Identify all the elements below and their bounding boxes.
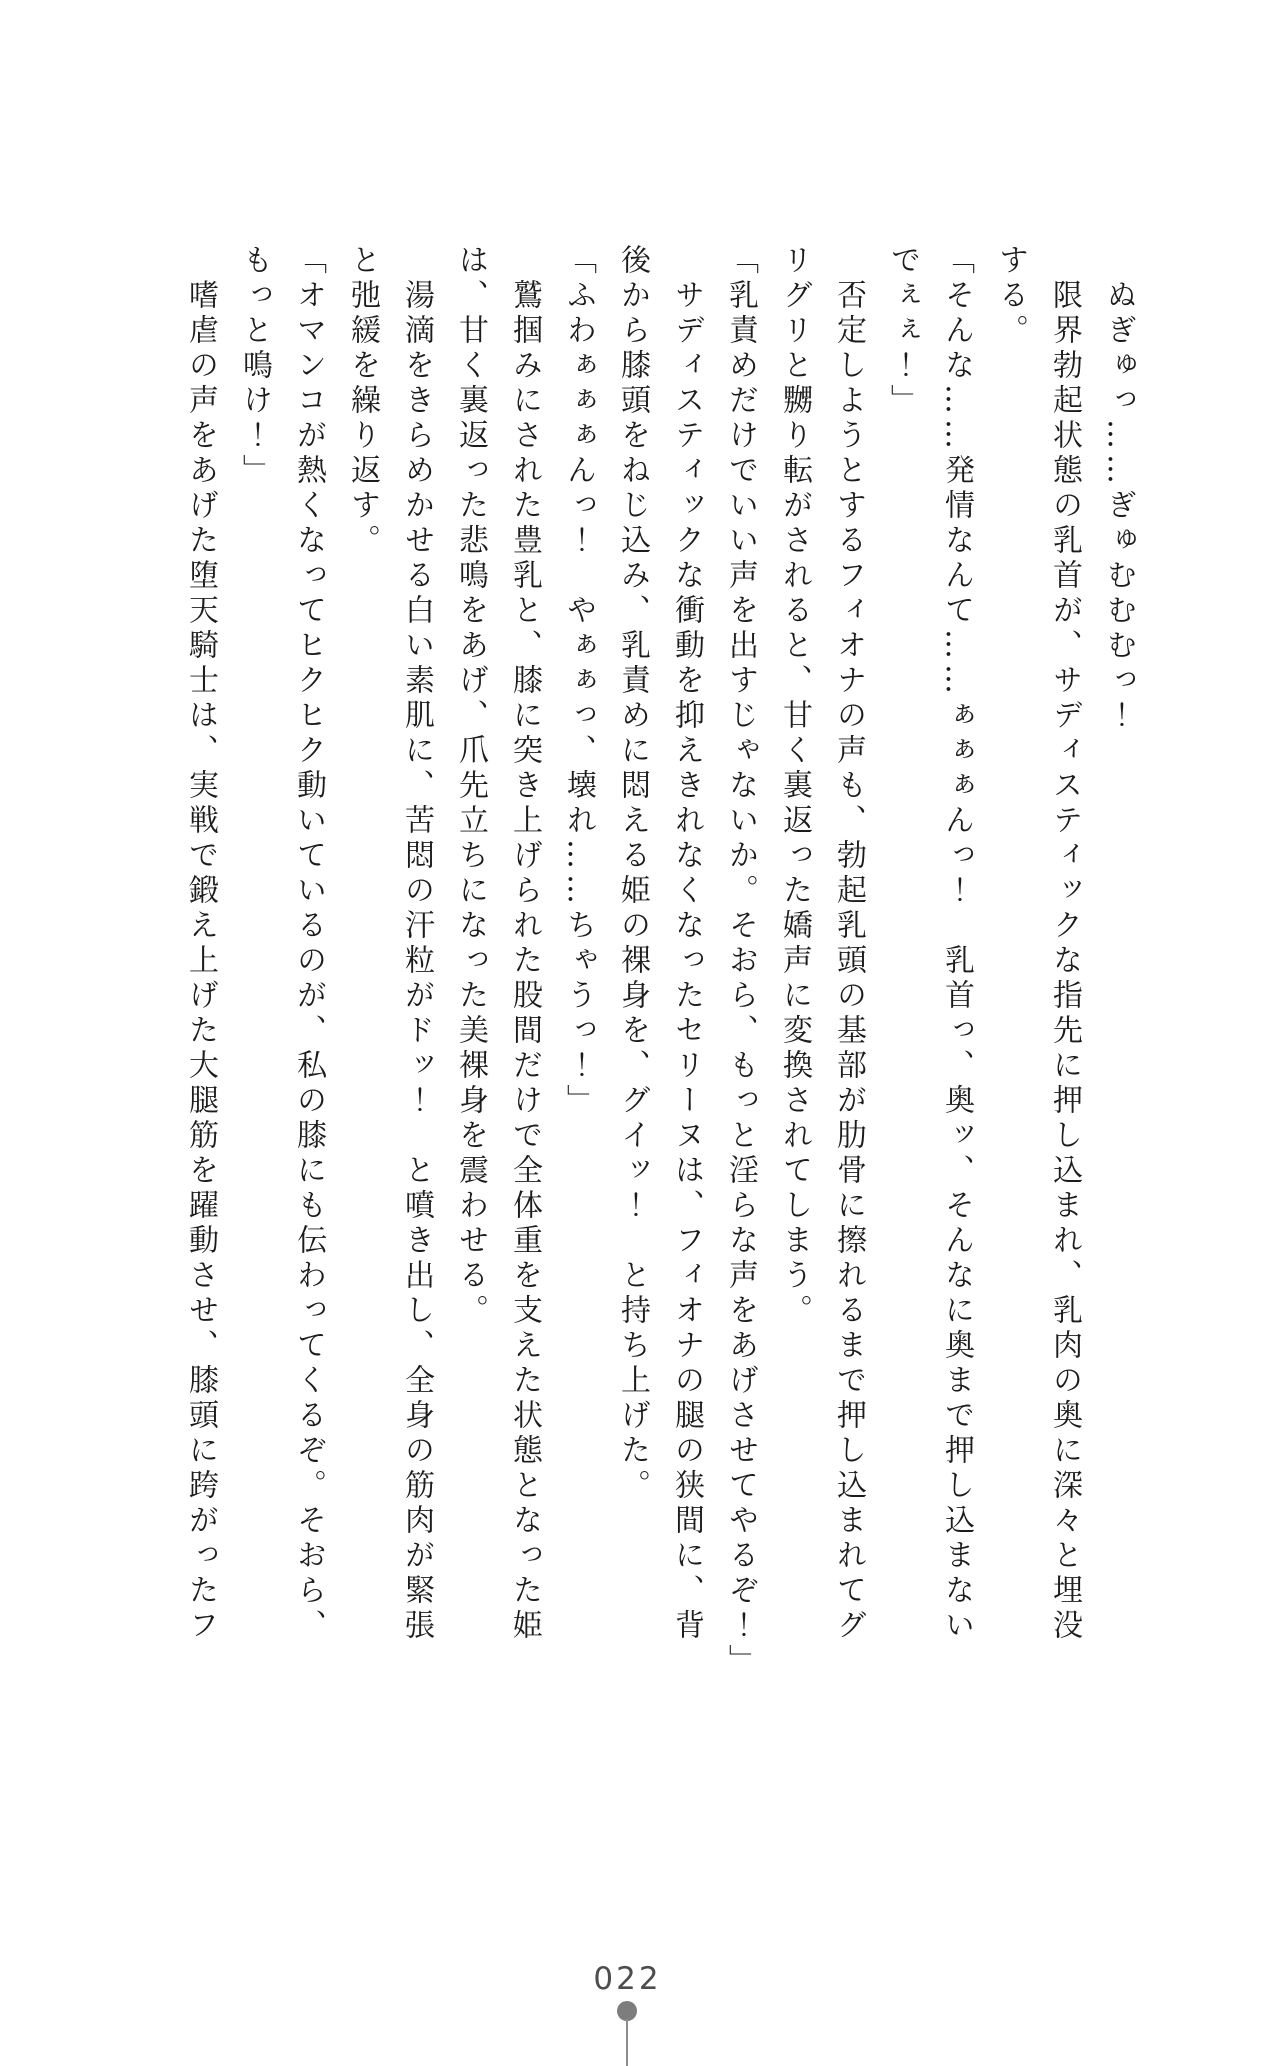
text-line: 鷲掴みにされた豊乳と、膝に突き上げられた股間だけで全体重を支えた状態となった姫 [507, 244, 542, 1644]
page-number: 022 [593, 1961, 662, 1997]
text-line: ぬぎゅっ……ぎゅむむむっ！ [1101, 244, 1136, 734]
footer-ornament-line [626, 2019, 628, 2066]
text-line: 限界勃起状態の乳首が、サディスティックな指先に押し込まれ、乳肉の奥に深々と埋没 [1047, 244, 1082, 1644]
text-line: でぇぇ！」 [885, 244, 920, 419]
text-line: 「ふわぁぁぁんっ！ やぁぁっ、壊れ……ちゃうっ！」 [561, 244, 596, 1119]
text-line: 「オマンコが熱くなってヒクヒク動いているのが、私の膝にも伝わってくるぞ。そおら、 [291, 244, 326, 1644]
text-line: は、甘く裏返った悲鳴をあげ、爪先立ちになった美裸身を震わせる。 [453, 244, 488, 1329]
footer-ornament-circle-icon [617, 2001, 637, 2021]
text-line: 否定しようとするフィオナの声も、勃起乳頭の基部が肋骨に擦れるまで押し込まれてグ [831, 244, 866, 1644]
text-line: 湯滴をきらめかせる白い素肌に、苦悶の汗粒がドッ！ と噴き出し、全身の筋肉が緊張 [399, 244, 434, 1644]
text-line: 「そんな……発情なんて……ぁぁぁんっ！ 乳首っ、奥ッ、そんなに奥まで押し込まない [939, 244, 974, 1644]
text-line: リグリと嬲り転がされると、甘く裏返った嬌声に変換されてしまう。 [777, 244, 812, 1329]
text-line: 「乳責めだけでいい声を出すじゃないか。そおら、もっと淫らな声をあげさせてやるぞ！」 [723, 244, 758, 1679]
text-line: する。 [993, 244, 1028, 349]
text-line: 嗜虐の声をあげた堕天騎士は、実戦で鍛え上げた大腿筋を躍動させ、膝頭に跨がったフ [183, 244, 218, 1644]
body-text [173, 244, 1145, 1694]
text-line: と弛緩を繰り返す。 [345, 244, 380, 559]
text-line: サディスティックな衝動を抑えきれなくなったセリーヌは、フィオナの腿の狭間に、背 [669, 244, 704, 1644]
text-line: 後から膝頭をねじ込み、乳責めに悶える姫の裸身を、グイッ！ と持ち上げた。 [615, 244, 650, 1504]
text-line: もっと鳴け！」 [237, 244, 272, 489]
